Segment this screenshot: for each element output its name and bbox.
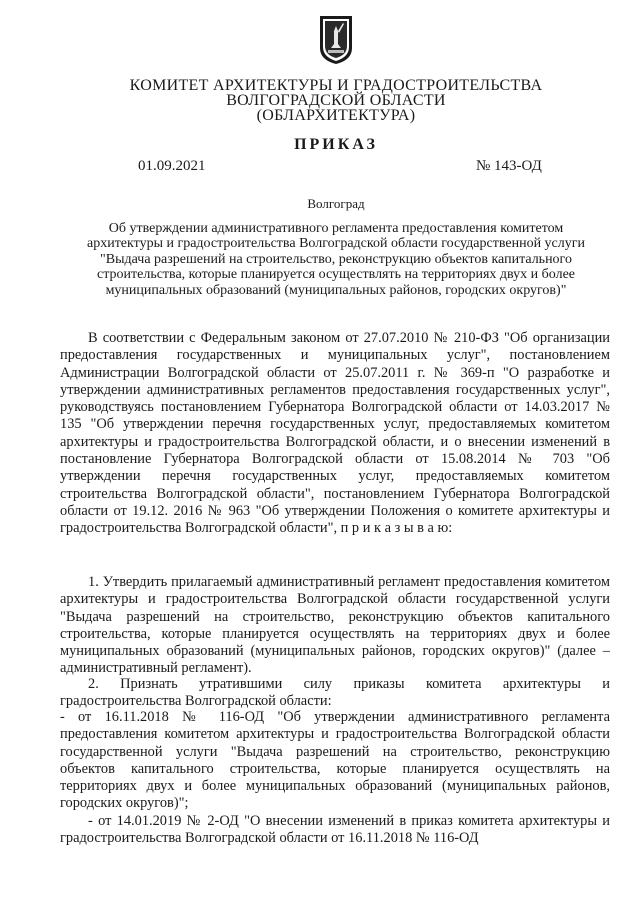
order-city: Волгоград [307, 196, 365, 211]
preamble-paragraph: В соответствии с Федеральным законом от 27.07.2010 № 210-ФЗ "Об организации предоставления государственных и муниципальных услуг", постановлением Администрации Волгоградской области от 25.07.2011 г. № 369-п "О разработке и утверждении административных регламентов предоставления государственных услуг", руководствуясь постановлением Губернатора Волгоградской области от 14.03.2017 № 135 "Об утверждении перечня государственных услуг, предоставляемых комитетом архитектуры и градостроительства Волгоградской области, и о внесении изменений в постановление Губернатора Волгоградской области от 15.08.2014 № 703 "Об утверждении перечня государственных услуг, предоставляемых комитетом строительства Волгоградской области", постановлением Губернатора Волгоградской области от 19.12. 2016 № 963 "Об утверждении Положения о комитете архитектуры и градостроительства Волгоградской области", п р и к а з ы в а ю: [60, 330, 610, 537]
order-date: 01.09.2021 [138, 158, 206, 174]
item-2-paragraph: 2. Признать утратившими силу приказы комитета архитектуры и градостроительства Волгоградской области: [60, 676, 610, 710]
item-2-subitem-1: - от 16.11.2018 № 116-ОД "Об утверждении административного регламента предоставления комитетом архитектуры и градостроительства Волгоградской области государственной услуги "Выдача разрешений на строительство, реконструкцию объектов капитального строительства, которые планируется осуществлять на территориях двух и более муниципальных образований (муниципальных районов, городских округов)"; [60, 709, 610, 812]
order-subject: Об утверждении административного регламента предоставления комитетом архитектуры и градостроительства Волгоградской области государственной услуги "Выдача разрешений на строительство, реконструкцию объектов капитального строительства, которые планируется осуществлять на территориях двух и более муниципальных образований (муниципальных районов, городских округов)" [86, 221, 585, 298]
order-number: № 143-ОД [476, 158, 542, 174]
item-2-subitem-2: - от 14.01.2019 № 2-ОД "О внесении изменений в приказ комитета архитектуры и градостроительства Волгоградской области от 16.11.2018 № 116-ОД [60, 813, 610, 847]
org-name-line-1: КОМИТЕТ АРХИТЕКТУРЫ И ГРАДОСТРОИТЕЛЬСТВА [129, 77, 543, 94]
volgograd-coat-of-arms-icon [318, 14, 354, 66]
item-1-paragraph: 1. Утвердить прилагаемый административный регламент предоставления комитетом архитектуры и градостроительства Волгоградской области государственной услуги "Выдача разрешений на строительство, реконструкцию объектов капитального строительства, которые планируется осуществлять на территориях двух и более муниципальных образований (муниципальных районов, городских округов)" (далее – административный регламент). [60, 574, 610, 677]
org-name-line-3: (ОБЛАРХИТЕКТУРА) [256, 107, 416, 124]
order-title: ПРИКАЗ [294, 136, 378, 153]
org-name-line-2: ВОЛГОГРАДСКОЙ ОБЛАСТИ [226, 92, 446, 109]
